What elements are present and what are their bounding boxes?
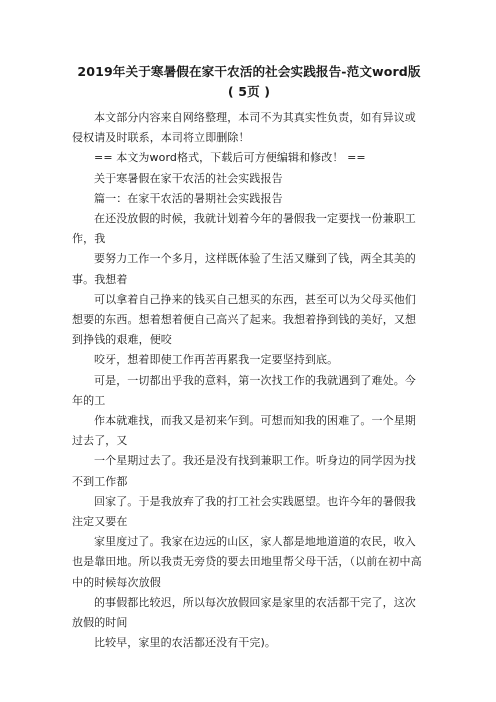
paragraph-body: 作本就难找，而我又是初来乍到。可想而知我的困难了。一个星期过去了，又 (72, 414, 416, 448)
paragraph-format-note: == 本文为word格式，下载后可方便编辑和修改！ == (94, 151, 366, 165)
document-title (72, 62, 426, 102)
paragraph-disclaimer: 本文部分内容来自网络整理，本司不为其真实性负责，如有异议或侵权请及时联系，本司将立即删除！ (72, 111, 416, 145)
paragraph-body: 一个星期过去了。我还是没有找到兼职工作。听身边的同学因为找不到工作都 (72, 454, 416, 488)
title-line-1: 2019年关于寒暑假在家干农活的社会实践报告-范文word版 (77, 64, 421, 79)
paragraph-heading: 关于寒暑假在家干农活的社会实践报告 (94, 171, 283, 185)
paragraph-body: 可以拿着自己挣来的钱买自己想买的东西，甚至可以为父母买他们想要的东西。想着想着便自己高兴了起来。我想着挣到钱的美好，又想到挣钱的艰难，便咬 (72, 292, 417, 347)
paragraph-body: 回家了。于是我放弃了我的打工社会实践愿望。也许今年的暑假我注定又要在 (72, 494, 416, 529)
paragraph-body: 比较早，家里的农活都还没有干完)。 (94, 636, 276, 650)
title-line-2: ( 5页 ) (227, 84, 271, 99)
paragraph-body: 家里度过了。我家在边远的山区，家人都是地地道道的农民，收入也是靠田地。所以我责无旁贷的要去田地里帮父母干活，（以前在初中高中的时候每次放假 (72, 535, 422, 589)
paragraph-body: 要努力工作一个多月，这样既体验了生活又赚到了钱，两全其美的事。我想着 (72, 252, 416, 286)
paragraph-subheading: 篇一：在家干农活的暑期社会实践报告 (94, 191, 283, 205)
paragraph-body: 在还没放假的时候，我就计划着今年的暑假我一定要找一份兼职工作，我 (72, 212, 416, 246)
paragraph-body: 咬牙，想着即使工作再苦再累我一定要坚持到底。 (94, 353, 339, 367)
document-body (72, 108, 426, 653)
paragraph-body: 的事假都比较迟，所以每次放假回家是家里的农活都干完了，这次放假的时间 (72, 595, 416, 630)
paragraph-body: 可是，一切都出乎我的意料，第一次找工作的我就遇到了难处。今年的工 (72, 373, 416, 407)
